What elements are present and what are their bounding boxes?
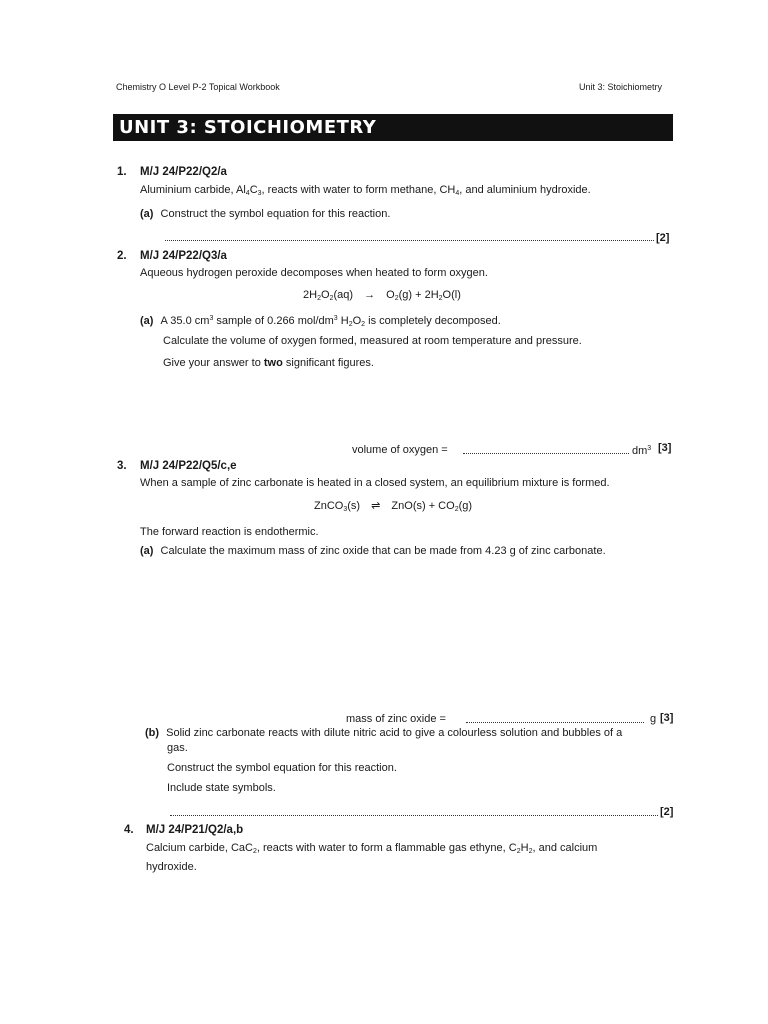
q2-marks: [3] [658, 442, 672, 454]
q3-intro: When a sample of zinc carbonate is heated in a closed system, an equilibrium mixture is formed. [140, 477, 610, 489]
q1-part-a: (a) Construct the symbol equation for this reaction. [140, 208, 391, 220]
q3-number: 3. [117, 460, 127, 472]
q1-code: M/J 24/P22/Q2/a [140, 166, 227, 178]
q3-part-a: (a) Calculate the maximum mass of zinc oxide that can be made from 4.23 g of zinc carbonate. [140, 545, 606, 557]
q3-answer-unit: g [650, 713, 657, 725]
q2-answer-unit: $dm^3$ [632, 445, 652, 457]
q1-marks: [2] [656, 232, 670, 244]
unit-title-banner: UNIT 3: STOICHIOMETRY [113, 114, 673, 141]
q3-part-b-instruction: Construct the symbol equation for this reaction. [167, 762, 397, 774]
q3-marks-b: [2] [660, 806, 674, 818]
q1-number: 1. [117, 166, 127, 178]
q2-intro: Aqueous hydrogen peroxide decomposes when heated to form oxygen. [140, 267, 488, 279]
workbook-title: Chemistry O Level P-2 Topical Workbook [116, 82, 280, 92]
q2-code: M/J 24/P22/Q3/a [140, 250, 227, 262]
q3-answer-line[interactable] [466, 722, 644, 723]
unit-header: Unit 3: Stoichiometry [579, 82, 663, 92]
q3-code: M/J 24/P22/Q5/c,e [140, 460, 237, 472]
q1-intro: Aluminium carbide, $Al_4C_3$, reacts with water to form methane, $CH_4$, and aluminium hydroxide. [140, 184, 591, 197]
q4-intro-continued: hydroxide. [146, 861, 197, 873]
q3-part-b-continued: gas. [167, 742, 188, 754]
q3-equation: ZnCO$_3$(s) ⇌ $ZnO(s) + CO_2(g)$ [314, 500, 473, 513]
q2-answer-line[interactable] [463, 453, 629, 454]
q1-answer-line[interactable] [165, 240, 654, 241]
q3-answer-label: mass of zinc oxide = [346, 713, 446, 725]
q3-part-b-state-symbols: Include state symbols. [167, 782, 276, 794]
q4-number: 4. [124, 824, 134, 836]
q2-part-a: (a) A 35.0 $cm^3$ sample of 0.266 mol/$dm^3$ $H_2O_2$ is completely decomposed. [140, 315, 501, 328]
q2-equation: $2H_2O_2(aq) \to O_2(g) + 2H_2O(l)$ [303, 289, 461, 302]
q4-intro: Calcium carbide, CaC$_2$, reacts with water to form a flammable gas ethyne, $C_2H_2$, and calcium [146, 842, 598, 855]
q3-part-b: (b) Solid zinc carbonate reacts with dilute nitric acid to give a colourless solution and bubbles of a [145, 727, 623, 739]
q3-marks-a: [3] [660, 712, 674, 724]
q2-answer-label: volume of oxygen = [352, 444, 448, 456]
q2-sigfig-instruction: Give your answer to two significant figures. [163, 357, 374, 369]
q2-instruction: Calculate the volume of oxygen formed, measured at room temperature and pressure. [163, 335, 582, 347]
q3-forward-statement: The forward reaction is endothermic. [140, 526, 319, 538]
q3-part-b-answer-line[interactable] [170, 815, 658, 816]
q2-number: 2. [117, 250, 127, 262]
q4-code: M/J 24/P21/Q2/a,b [146, 824, 244, 836]
